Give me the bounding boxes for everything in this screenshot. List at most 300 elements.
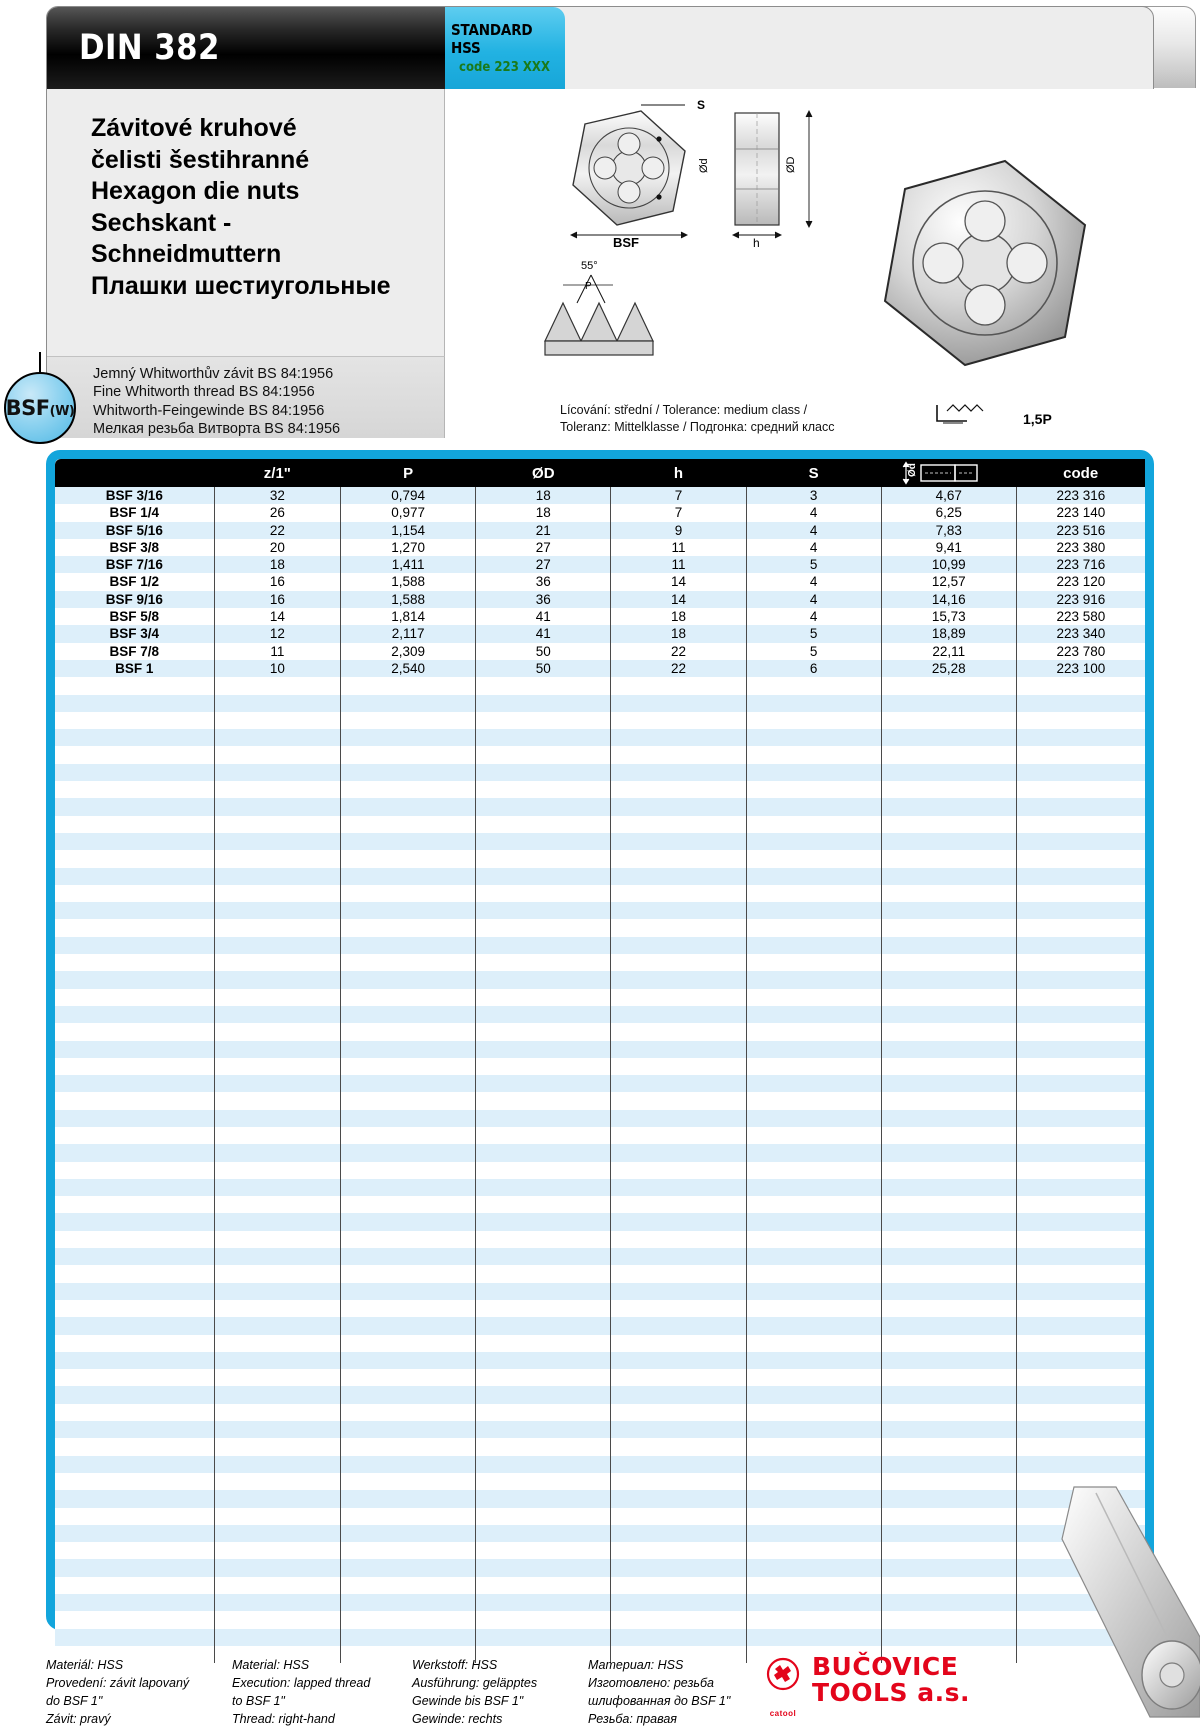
table-row-empty: [55, 1248, 1145, 1265]
cell-empty: [881, 746, 1016, 763]
cell-empty: [881, 677, 1016, 694]
cell-empty: [476, 1300, 611, 1317]
cell-empty: [214, 1058, 340, 1075]
cell-empty: [881, 729, 1016, 746]
cell-pitch: 1,588: [341, 591, 476, 608]
cell-empty: [1016, 833, 1145, 850]
cell-empty: [341, 1456, 476, 1473]
cell-empty: [611, 1041, 746, 1058]
cell-empty: [881, 1231, 1016, 1248]
cell-outer-diameter: 21: [476, 522, 611, 539]
company-logo[interactable]: [760, 1652, 970, 1718]
cell-empty: [881, 1542, 1016, 1559]
cell-threads-per-inch: 11: [214, 643, 340, 660]
cell-empty: [214, 1438, 340, 1455]
cell-outer-diameter: 27: [476, 556, 611, 573]
cell-designation: BSF 9/16: [55, 591, 214, 608]
cell-empty: [1016, 1058, 1145, 1075]
cell-empty: [476, 695, 611, 712]
cell-empty: [611, 695, 746, 712]
footer-col-en: [232, 1656, 422, 1728]
cell-empty: [55, 868, 214, 885]
cell-empty: [611, 1213, 746, 1230]
cell-empty: [55, 746, 214, 763]
cell-empty: [611, 1577, 746, 1594]
cell-empty: [1016, 1283, 1145, 1300]
table-row-empty: [55, 1421, 1145, 1438]
cell-outer-diameter: 36: [476, 591, 611, 608]
cell-empty: [214, 1386, 340, 1403]
cell-empty: [341, 971, 476, 988]
cell-empty: [1016, 764, 1145, 781]
cell-empty: [476, 1386, 611, 1403]
table-row-empty: [55, 781, 1145, 798]
cell-od-h: 12,57: [881, 573, 1016, 590]
cell-empty: [341, 1508, 476, 1525]
footer-en-4: Thread: right-hand: [232, 1712, 335, 1726]
company-name-line2: TOOLS a.s.: [812, 1677, 970, 1707]
tolerance-line-1: Lícování: střední / Tolerance: medium class /: [560, 403, 808, 417]
svg-text:Ød: Ød: [906, 463, 918, 477]
cell-empty: [881, 937, 1016, 954]
cell-empty: [611, 1058, 746, 1075]
cell-empty: [611, 1265, 746, 1282]
cell-empty: [881, 1559, 1016, 1576]
footer-de-4: Gewinde: rechts: [412, 1712, 503, 1726]
cell-empty: [881, 1404, 1016, 1421]
chamfer-value: 1,5P: [1023, 411, 1052, 427]
cell-pitch: 0,977: [341, 504, 476, 521]
cell-empty: [1016, 1213, 1145, 1230]
cell-pitch: 1,411: [341, 556, 476, 573]
cell-empty: [1016, 712, 1145, 729]
cell-empty: [214, 1629, 340, 1646]
cell-empty: [341, 1144, 476, 1161]
cell-empty: [341, 1542, 476, 1559]
footer-de-2: Ausführung: geläpptes: [412, 1676, 538, 1690]
cell-empty: [611, 1300, 746, 1317]
cell-width-across-flats: 4: [746, 608, 881, 625]
cell-empty: [746, 1006, 881, 1023]
cell-empty: [55, 781, 214, 798]
table-row[interactable]: [55, 573, 1145, 590]
cell-outer-diameter: 50: [476, 643, 611, 660]
cell-empty: [611, 1317, 746, 1334]
cell-empty: [214, 1006, 340, 1023]
table-row-empty: [55, 1110, 1145, 1127]
cell-empty: [55, 1265, 214, 1282]
cell-empty: [341, 1110, 476, 1127]
od-h-dimension-icon: [901, 461, 997, 485]
table-row[interactable]: [55, 660, 1145, 677]
cell-empty: [611, 1144, 746, 1161]
table-row-empty: [55, 1352, 1145, 1369]
table-row[interactable]: [55, 487, 1145, 504]
cell-empty: [1016, 885, 1145, 902]
table-row-empty: [55, 764, 1145, 781]
cell-empty: [214, 1248, 340, 1265]
cell-empty: [341, 1629, 476, 1646]
cell-empty: [341, 1611, 476, 1628]
cell-empty: [341, 1317, 476, 1334]
table-row-empty: [55, 1335, 1145, 1352]
cell-outer-diameter: 27: [476, 539, 611, 556]
table-row[interactable]: [55, 643, 1145, 660]
cell-empty: [341, 1075, 476, 1092]
standard-hss-badge[interactable]: [445, 7, 565, 89]
table-row-empty: [55, 1317, 1145, 1334]
cell-empty: [881, 919, 1016, 936]
cell-empty: [476, 798, 611, 815]
cell-empty: [881, 1162, 1016, 1179]
table-row[interactable]: [55, 504, 1145, 521]
cell-threads-per-inch: 16: [214, 591, 340, 608]
cell-empty: [746, 1404, 881, 1421]
cell-empty: [341, 954, 476, 971]
cell-empty: [881, 1611, 1016, 1628]
cell-empty: [611, 1473, 746, 1490]
cell-empty: [881, 1386, 1016, 1403]
cell-empty: [1016, 816, 1145, 833]
cell-empty: [746, 1629, 881, 1646]
cell-empty: [214, 1283, 340, 1300]
table-row-empty: [55, 1508, 1145, 1525]
cell-empty: [746, 798, 881, 815]
cell-empty: [476, 1058, 611, 1075]
cell-empty: [1016, 919, 1145, 936]
cell-empty: [746, 1213, 881, 1230]
cell-empty: [55, 919, 214, 936]
cell-empty: [611, 816, 746, 833]
cell-pitch: 1,270: [341, 539, 476, 556]
col-code: code: [1016, 459, 1145, 487]
cell-empty: [476, 1542, 611, 1559]
cell-empty: [611, 1110, 746, 1127]
cell-empty: [476, 1041, 611, 1058]
table-row-empty: [55, 1162, 1145, 1179]
cell-empty: [881, 1629, 1016, 1646]
cell-designation: BSF 5/8: [55, 608, 214, 625]
cell-empty: [476, 1179, 611, 1196]
footer-col-de: [412, 1656, 602, 1728]
cell-empty: [476, 1577, 611, 1594]
cell-code: 223 120: [1016, 573, 1145, 590]
col-designation: [55, 459, 214, 487]
label-h: h: [753, 236, 760, 250]
cell-designation: BSF 3/8: [55, 539, 214, 556]
label-angle: 55°: [581, 260, 598, 272]
cell-empty: [214, 1023, 340, 1040]
cell-empty: [746, 902, 881, 919]
cell-empty: [55, 1490, 214, 1507]
cell-empty: [881, 1179, 1016, 1196]
cell-code: 223 316: [1016, 487, 1145, 504]
table-row-empty: [55, 798, 1145, 815]
title-cs-2: čelisti šestihranné: [91, 145, 310, 174]
cell-empty: [214, 1335, 340, 1352]
cell-empty: [1016, 1265, 1145, 1282]
standard-code: DIN 382: [79, 28, 220, 68]
cell-empty: [341, 1179, 476, 1196]
cell-empty: [746, 1283, 881, 1300]
hex-front-view: [573, 111, 685, 225]
table-row-empty: [55, 1404, 1145, 1421]
cell-empty: [746, 1490, 881, 1507]
cell-empty: [476, 902, 611, 919]
specification-table-container: [46, 450, 1154, 1630]
cell-od-h: 22,11: [881, 643, 1016, 660]
cell-empty: [611, 764, 746, 781]
cell-empty: [1016, 954, 1145, 971]
cell-width-across-flats: 4: [746, 591, 881, 608]
cell-height: 11: [611, 556, 746, 573]
cell-empty: [55, 954, 214, 971]
label-bsf: BSF: [613, 235, 639, 250]
cell-empty: [55, 850, 214, 867]
cell-empty: [214, 746, 340, 763]
cell-empty: [611, 1456, 746, 1473]
cell-empty: [55, 1352, 214, 1369]
cell-empty: [746, 1611, 881, 1628]
cell-empty: [611, 885, 746, 902]
cell-empty: [1016, 729, 1145, 746]
hex-photo-illustration: [885, 161, 1085, 365]
cell-empty: [476, 712, 611, 729]
table-row-empty: [55, 1006, 1145, 1023]
cell-empty: [1016, 850, 1145, 867]
cell-empty: [746, 1438, 881, 1455]
table-row-empty: [55, 833, 1145, 850]
cell-empty: [1016, 746, 1145, 763]
table-row-empty: [55, 1629, 1145, 1646]
cell-empty: [611, 902, 746, 919]
table-row-empty: [55, 1058, 1145, 1075]
cell-empty: [1016, 868, 1145, 885]
cell-designation: BSF 5/16: [55, 522, 214, 539]
table-row-empty: [55, 919, 1145, 936]
title-cs: Závitové kruhové: [91, 114, 297, 142]
cell-height: 11: [611, 539, 746, 556]
cell-empty: [214, 1075, 340, 1092]
cell-empty: [341, 695, 476, 712]
footer-ru-2: Изготовлено: резьба: [588, 1676, 714, 1690]
table-row-empty: [55, 677, 1145, 694]
cell-empty: [214, 850, 340, 867]
cell-empty: [476, 1611, 611, 1628]
cell-threads-per-inch: 12: [214, 625, 340, 642]
table-row[interactable]: [55, 608, 1145, 625]
cell-empty: [611, 1231, 746, 1248]
cell-threads-per-inch: 14: [214, 608, 340, 625]
cell-empty: [341, 1006, 476, 1023]
cell-pitch: 1,814: [341, 608, 476, 625]
cell-empty: [881, 1525, 1016, 1542]
cell-empty: [746, 1508, 881, 1525]
cell-empty: [55, 695, 214, 712]
cell-empty: [55, 1058, 214, 1075]
table-body: [55, 487, 1145, 1663]
cell-empty: [55, 677, 214, 694]
cell-empty: [476, 1092, 611, 1109]
cell-empty: [214, 1213, 340, 1230]
cell-empty: [881, 1248, 1016, 1265]
cell-empty: [746, 833, 881, 850]
company-emblem-icon: [760, 1657, 806, 1718]
cell-height: 22: [611, 643, 746, 660]
cell-empty: [746, 781, 881, 798]
cell-empty: [214, 1127, 340, 1144]
cell-empty: [881, 712, 1016, 729]
cell-empty: [341, 833, 476, 850]
cell-empty: [55, 1542, 214, 1559]
cell-width-across-flats: 6: [746, 660, 881, 677]
table-row[interactable]: [55, 556, 1145, 573]
cell-empty: [341, 1196, 476, 1213]
thread-description-panel: [47, 356, 445, 438]
cell-designation: BSF 1: [55, 660, 214, 677]
footer-ru-4: Резьба: правая: [588, 1712, 677, 1726]
cell-empty: [214, 919, 340, 936]
cell-empty: [1016, 1369, 1145, 1386]
cell-empty: [476, 764, 611, 781]
cell-empty: [1016, 902, 1145, 919]
cell-empty: [55, 1629, 214, 1646]
cell-empty: [1016, 1110, 1145, 1127]
cell-empty: [341, 1473, 476, 1490]
table-row[interactable]: [55, 625, 1145, 642]
cell-empty: [746, 1162, 881, 1179]
cell-empty: [881, 1196, 1016, 1213]
technical-drawing-panel: [445, 89, 1154, 438]
cell-width-across-flats: 4: [746, 573, 881, 590]
cell-outer-diameter: 50: [476, 660, 611, 677]
cell-empty: [1016, 695, 1145, 712]
cell-empty: [611, 954, 746, 971]
cell-empty: [881, 1438, 1016, 1455]
cell-designation: BSF 7/16: [55, 556, 214, 573]
cell-empty: [746, 712, 881, 729]
footer-cs-3: do BSF 1": [46, 1694, 103, 1708]
cell-empty: [476, 1404, 611, 1421]
cell-empty: [214, 1473, 340, 1490]
cell-empty: [1016, 1196, 1145, 1213]
cell-empty: [746, 1577, 881, 1594]
table-row-empty: [55, 902, 1145, 919]
cell-empty: [214, 1594, 340, 1611]
cell-pitch: 2,309: [341, 643, 476, 660]
cell-width-across-flats: 5: [746, 556, 881, 573]
cell-empty: [746, 1058, 881, 1075]
cell-empty: [476, 1490, 611, 1507]
footer-cs-2: Provedení: závit lapovaný: [46, 1676, 190, 1690]
cell-empty: [214, 1508, 340, 1525]
table-row-empty: [55, 1265, 1145, 1282]
cell-empty: [341, 677, 476, 694]
cell-height: 7: [611, 504, 746, 521]
cell-empty: [881, 1265, 1016, 1282]
cell-empty: [1016, 1421, 1145, 1438]
table-row-empty: [55, 1179, 1145, 1196]
cell-empty: [881, 1110, 1016, 1127]
table-row-empty: [55, 885, 1145, 902]
cell-empty: [214, 798, 340, 815]
cell-empty: [341, 1058, 476, 1075]
cell-code: 223 340: [1016, 625, 1145, 642]
cell-empty: [476, 677, 611, 694]
cell-empty: [611, 746, 746, 763]
cell-empty: [611, 1283, 746, 1300]
cell-empty: [55, 1611, 214, 1628]
company-name-line1: BUČOVICE: [812, 1652, 959, 1681]
table-row[interactable]: [55, 539, 1145, 556]
cell-empty: [214, 1369, 340, 1386]
cell-empty: [476, 1110, 611, 1127]
cell-empty: [55, 1127, 214, 1144]
emblem-text: catool: [769, 1708, 797, 1718]
cell-empty: [881, 1317, 1016, 1334]
cell-empty: [214, 729, 340, 746]
thread-desc-en: Fine Whitworth thread BS 84:1956: [93, 384, 315, 401]
cell-empty: [476, 1317, 611, 1334]
cell-empty: [1016, 1179, 1145, 1196]
cell-width-across-flats: 5: [746, 625, 881, 642]
cell-empty: [341, 1265, 476, 1282]
cell-empty: [881, 1369, 1016, 1386]
table-row-empty: [55, 1611, 1145, 1628]
cell-empty: [611, 1023, 746, 1040]
cell-empty: [476, 1594, 611, 1611]
cell-empty: [341, 816, 476, 833]
cell-empty: [746, 764, 881, 781]
table-row-empty: [55, 1231, 1145, 1248]
table-row-empty: [55, 937, 1145, 954]
cell-empty: [214, 677, 340, 694]
cell-threads-per-inch: 16: [214, 573, 340, 590]
cell-code: 223 380: [1016, 539, 1145, 556]
cell-empty: [746, 1179, 881, 1196]
cell-empty: [476, 1559, 611, 1576]
table-row[interactable]: [55, 591, 1145, 608]
cell-empty: [476, 1023, 611, 1040]
cell-empty: [746, 1456, 881, 1473]
cell-empty: [341, 1127, 476, 1144]
cell-empty: [214, 1317, 340, 1334]
thread-profile-view: [545, 260, 653, 355]
cell-empty: [55, 989, 214, 1006]
cell-empty: [611, 1438, 746, 1455]
cell-empty: [55, 902, 214, 919]
cell-empty: [746, 1196, 881, 1213]
cell-width-across-flats: 4: [746, 522, 881, 539]
col-threads-per-inch: z/1": [214, 459, 340, 487]
cell-empty: [55, 833, 214, 850]
table-row[interactable]: [55, 522, 1145, 539]
footer-de-1: Werkstoff: HSS: [412, 1658, 498, 1672]
hss-badge-title: STANDARD HSS: [451, 21, 533, 57]
cell-empty: [881, 798, 1016, 815]
cell-empty: [746, 1542, 881, 1559]
cell-empty: [214, 1265, 340, 1282]
cell-empty: [746, 695, 881, 712]
cell-empty: [55, 1438, 214, 1455]
table-row-empty: [55, 1092, 1145, 1109]
cell-empty: [1016, 1075, 1145, 1092]
cell-outer-diameter: 41: [476, 608, 611, 625]
cell-empty: [55, 1110, 214, 1127]
cell-empty: [55, 1041, 214, 1058]
cell-empty: [341, 937, 476, 954]
cell-empty: [341, 989, 476, 1006]
